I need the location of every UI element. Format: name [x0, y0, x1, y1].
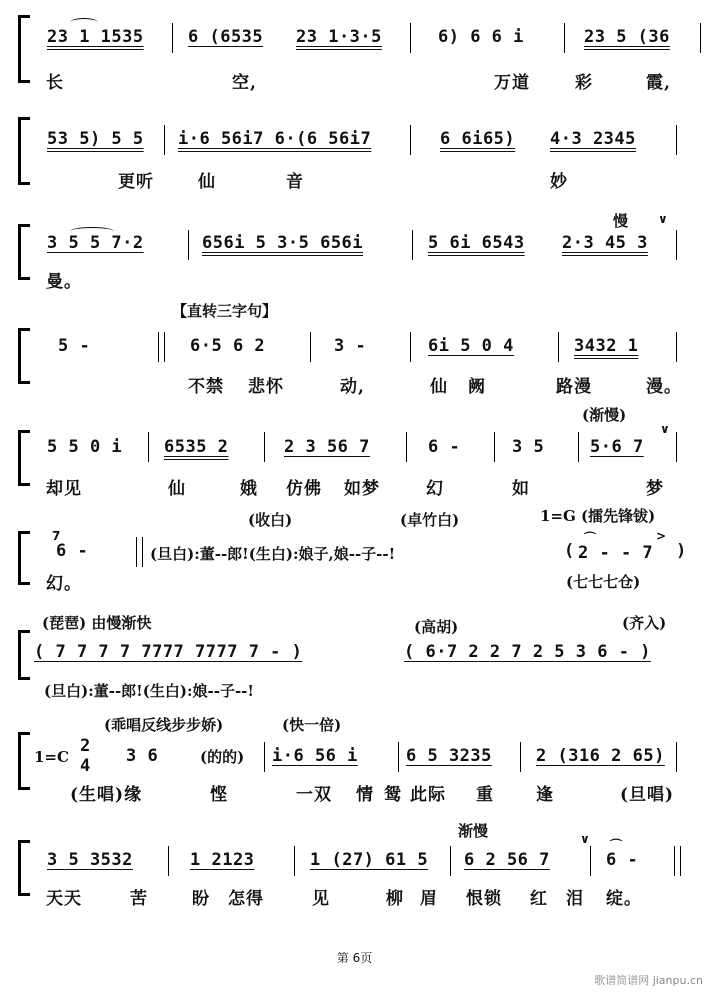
notes-measure: 6 6i65)	[440, 129, 516, 149]
barline	[676, 230, 677, 260]
barline	[410, 125, 411, 155]
notes-measure: 3 5 3532	[47, 850, 133, 870]
cue-annotation: (齐入)	[622, 614, 667, 632]
fermata-mark: ⌒	[610, 838, 623, 852]
barline	[148, 432, 149, 462]
lyric: 路漫	[556, 377, 592, 397]
barline	[520, 742, 521, 772]
notes-measure: ( 7 7 7 7 7777 7777 7 - )	[34, 642, 303, 662]
cue-annotation: (收白)	[248, 511, 293, 529]
notes-measure: 3 6	[126, 746, 159, 766]
system-bracket	[18, 117, 30, 185]
notes-measure: 1 2123	[190, 850, 255, 870]
tempo-annotation: 渐慢	[458, 822, 489, 840]
system-bracket	[18, 328, 30, 384]
notes-measure: 5 -	[58, 336, 91, 356]
notes-measure: 2 - - 7	[578, 543, 654, 563]
percussion-pattern: (七七七仓)	[566, 573, 641, 591]
notes-measure: 6 5 3235	[406, 746, 492, 766]
accent-mark: >	[656, 529, 667, 543]
barline	[188, 230, 189, 260]
system-2	[0, 117, 709, 197]
lyric: 梦	[646, 479, 664, 499]
lyric: 见	[312, 889, 330, 909]
lyric: 情	[356, 785, 374, 805]
barline	[676, 332, 677, 362]
notes-measure: 656i 5 3·5 656i	[202, 233, 364, 253]
lyric: 却见	[46, 479, 82, 499]
cue-annotation: (快一倍)	[282, 716, 342, 734]
system-bracket	[18, 732, 30, 790]
lyric: 彩	[575, 73, 593, 93]
lyric: 天天	[46, 889, 82, 909]
notes-measure: 6535 2	[164, 437, 229, 457]
lyric: (旦唱)	[620, 785, 675, 805]
lyric: (生唱)缘	[70, 785, 143, 805]
final-double-barline	[674, 846, 681, 876]
barline	[406, 432, 407, 462]
notes-measure: 6i 5 0 4	[428, 336, 514, 356]
barline	[676, 125, 677, 155]
notes-measure: 5·6 7	[590, 437, 644, 457]
lyric: 幻。	[46, 574, 82, 594]
lyric: 妙	[550, 172, 568, 192]
double-barline	[158, 332, 165, 362]
cue-annotation: (卓竹白)	[400, 511, 460, 529]
notes-measure: 5 5 0 i	[47, 437, 123, 457]
notes-measure: 6 -	[606, 850, 639, 870]
barline	[164, 125, 165, 155]
lyric: 漫。	[646, 377, 682, 397]
barline	[172, 23, 173, 53]
breath-mark: ∨	[580, 832, 590, 846]
notes-measure: 6 -	[428, 437, 461, 457]
system-bracket	[18, 840, 30, 896]
lyric: 仙	[198, 172, 216, 192]
notes-measure: 4·3 2345	[550, 129, 636, 149]
notes-measure: 53 5) 5 5	[47, 129, 144, 149]
system-1	[0, 15, 709, 95]
lyric: 如梦	[344, 479, 380, 499]
lyric: 悲怀	[248, 377, 284, 397]
lyric: 动,	[340, 377, 365, 397]
page-number: 第 6页	[336, 951, 373, 965]
notes-measure: 3432 1	[574, 336, 639, 356]
dialogue: (旦白):董--郎!(生白):娘子,娘--子--!	[150, 545, 396, 563]
lyric: 霞,	[646, 73, 671, 93]
lyric: 长	[46, 73, 64, 93]
dialogue: (旦白):董--郎!(生白):娘--子--!	[44, 682, 254, 700]
lyric: 不禁	[188, 377, 224, 397]
system-4	[0, 300, 709, 397]
notes-measure: 23 5 (36	[584, 27, 670, 47]
notes-measure: 6) 6 6 i	[438, 27, 524, 47]
lyric: 仿佛	[286, 479, 322, 499]
lyric: 娥	[240, 479, 258, 499]
vocal-cue: (的的)	[200, 748, 245, 766]
barline	[412, 230, 413, 260]
notes-measure: 5 6i 6543	[428, 233, 525, 253]
time-signature-bottom: 4	[80, 756, 91, 776]
barline	[410, 332, 411, 362]
cue-annotation: (琵琶) 由慢渐快	[42, 614, 152, 632]
barline	[410, 23, 411, 53]
time-signature-top: 2	[80, 736, 91, 756]
notes-measure: 2·3 45 3	[562, 233, 648, 253]
barline	[564, 23, 565, 53]
grace-note: 7	[52, 529, 61, 543]
barline	[310, 332, 311, 362]
system-bracket	[18, 531, 30, 585]
barline	[494, 432, 495, 462]
system-bracket	[18, 430, 30, 486]
lyric: 曼。	[46, 272, 82, 292]
notes-measure: 23 1·3·5	[296, 27, 382, 47]
lyric: 柳	[386, 889, 404, 909]
barline	[700, 23, 701, 53]
lyric: 恨锁	[466, 889, 502, 909]
barline	[590, 846, 591, 876]
notes-measure: i·6 56i7 6·(6 56i7	[178, 129, 372, 149]
barline	[578, 432, 579, 462]
system-bracket	[18, 224, 30, 280]
barline	[398, 742, 399, 772]
lyric: 仙	[168, 479, 186, 499]
lyric: 更听	[118, 172, 154, 192]
lyric: 一双	[296, 785, 332, 805]
notes-measure: 3 5 5 7·2	[47, 233, 144, 253]
system-5	[0, 404, 709, 500]
lyric: 仙	[430, 377, 448, 397]
barline	[264, 432, 265, 462]
breath-mark: ∨	[660, 422, 670, 436]
breath-mark: ∨	[658, 212, 668, 226]
notes-measure: 3 -	[334, 336, 367, 356]
lyric: 空,	[232, 73, 257, 93]
lyric: 如	[512, 479, 530, 499]
system-8	[0, 712, 709, 810]
fermata-mark: ⌒	[584, 531, 597, 545]
lyric: 音	[286, 172, 304, 192]
lyric: 此际	[410, 785, 446, 805]
lyric: 眉	[420, 889, 438, 909]
system-bracket	[18, 15, 30, 83]
cue-annotation: (乖唱反线步步娇)	[104, 716, 224, 734]
lyric: 鸳	[384, 785, 402, 805]
system-3	[0, 210, 709, 290]
key-signature: 1=C	[34, 748, 69, 766]
notes-measure: 2 3 56 7	[284, 437, 370, 457]
notes-measure: 6·5 6 2	[190, 336, 266, 356]
lyric: 悭	[210, 785, 228, 805]
barline	[676, 742, 677, 772]
system-7	[0, 608, 709, 704]
lyric: 阙	[468, 377, 486, 397]
lyric: 逢	[536, 785, 554, 805]
tie-mark	[70, 18, 98, 27]
lyric: 绽。	[606, 889, 642, 909]
lyric: 泪	[566, 889, 584, 909]
notes-measure: 6 -	[56, 541, 89, 561]
notes-measure: ( 6·7 2 2 7 2 5 3 6 - )	[404, 642, 651, 662]
lyric: 红	[530, 889, 548, 909]
system-6	[0, 505, 709, 595]
barline	[558, 332, 559, 362]
system-9	[0, 818, 709, 908]
cue-annotation: (高胡)	[414, 618, 459, 636]
section-heading: 【直转三字句】	[172, 302, 278, 320]
notes-measure: 23 1 1535	[47, 27, 144, 47]
barline	[168, 846, 169, 876]
notes-measure: 1 (27) 61 5	[310, 850, 429, 870]
notes-bracket-open: (	[564, 541, 575, 561]
notes-measure: 3 5	[512, 437, 545, 457]
double-barline	[136, 537, 143, 567]
notes-measure: i·6 56 i	[272, 746, 358, 766]
notes-measure: 6 2 56 7	[464, 850, 550, 870]
lyric: 怎得	[228, 889, 264, 909]
cue-annotation: 1=G (擂先锋钹)	[540, 507, 656, 525]
lyric: 重	[476, 785, 494, 805]
notes-bracket-close: )	[676, 541, 687, 561]
barline	[676, 432, 677, 462]
lyric: 幻	[426, 479, 444, 499]
lyric: 盼	[192, 889, 210, 909]
barline	[450, 846, 451, 876]
system-bracket	[18, 630, 30, 680]
barline	[294, 846, 295, 876]
notes-measure: 6 (6535	[188, 27, 264, 47]
tempo-annotation: (渐慢)	[582, 406, 627, 424]
lyric: 万道	[494, 73, 530, 93]
barline	[264, 742, 265, 772]
notes-measure: 2 (316 2 65)	[536, 746, 665, 766]
lyric: 苦	[130, 889, 148, 909]
tempo-annotation: 慢	[613, 212, 629, 230]
watermark: 歌谱简谱网 jianpu.cn	[594, 974, 703, 987]
